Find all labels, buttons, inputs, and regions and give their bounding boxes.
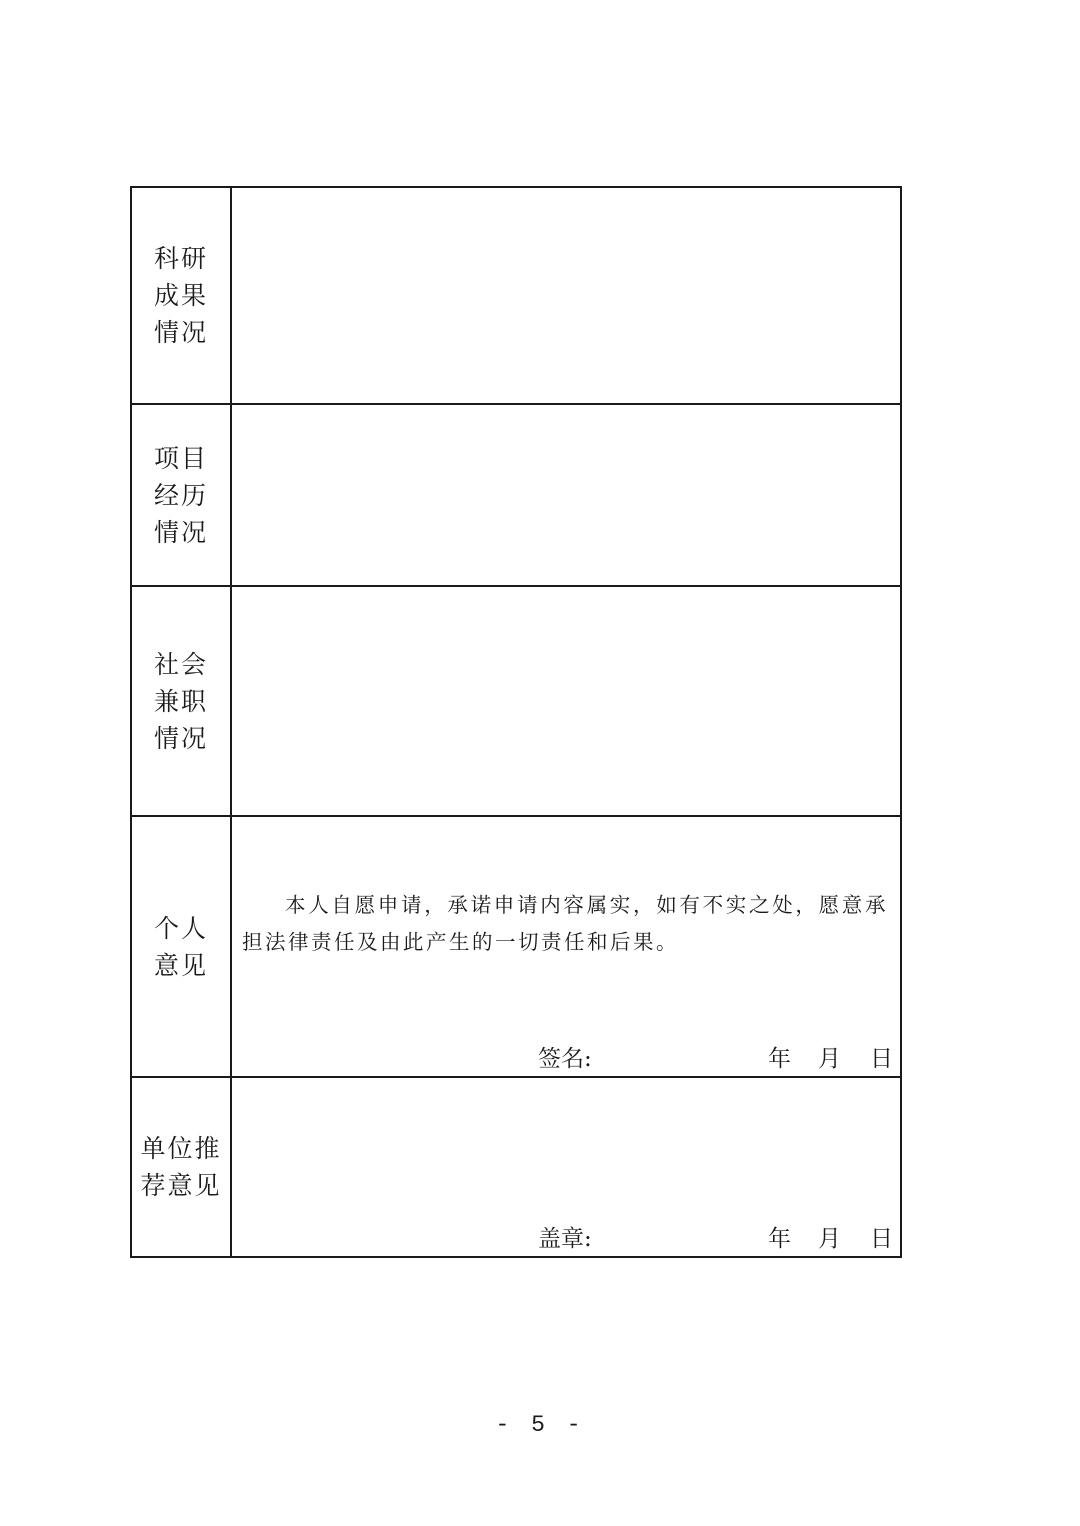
row-label-project-experience: 项目 经历 情况 — [153, 443, 208, 547]
row-label-unit-recommendation: 单位推 荐意见 — [140, 1134, 222, 1200]
commitment-statement: 本人自愿申请，承诺申请内容属实，如有不实之处，愿意承担法律责任及由此产生的一切责任和后果。 — [242, 893, 888, 954]
table-row-project-experience — [131, 404, 901, 586]
table-row-research-results — [131, 187, 901, 404]
date-year-label: 年 — [768, 1226, 791, 1252]
table-row-personal-opinion — [131, 816, 901, 1077]
row-label-research-results: 科研 成果 情况 — [153, 244, 208, 347]
project-experience-field[interactable] — [231, 404, 901, 586]
date-year-label: 年 — [768, 1046, 791, 1072]
date-month-label: 月 — [818, 1226, 841, 1252]
row-label-personal-opinion: 个人 意见 — [153, 913, 208, 980]
row-label-social-positions: 社会 兼职 情况 — [153, 649, 208, 753]
unit-recommendation-field[interactable] — [231, 1077, 901, 1257]
table-row-unit-recommendation — [131, 1077, 901, 1257]
seal-label: 盖章: — [538, 1226, 592, 1252]
date-day-label: 日 — [870, 1226, 893, 1252]
table-row-social-positions — [131, 586, 901, 816]
label-cell — [131, 586, 231, 816]
signature-label: 签名: — [538, 1046, 592, 1072]
page-number: - 5 - — [495, 1412, 585, 1438]
label-cell — [131, 404, 231, 586]
date-month-label: 月 — [818, 1046, 841, 1072]
label-cell — [131, 816, 231, 1077]
label-cell — [131, 1077, 231, 1257]
social-positions-field[interactable] — [231, 586, 901, 816]
research-results-field[interactable] — [231, 187, 901, 404]
application-form-table — [130, 186, 902, 1258]
date-day-label: 日 — [870, 1046, 893, 1072]
personal-opinion-field[interactable] — [231, 816, 901, 1077]
label-cell — [131, 187, 231, 404]
